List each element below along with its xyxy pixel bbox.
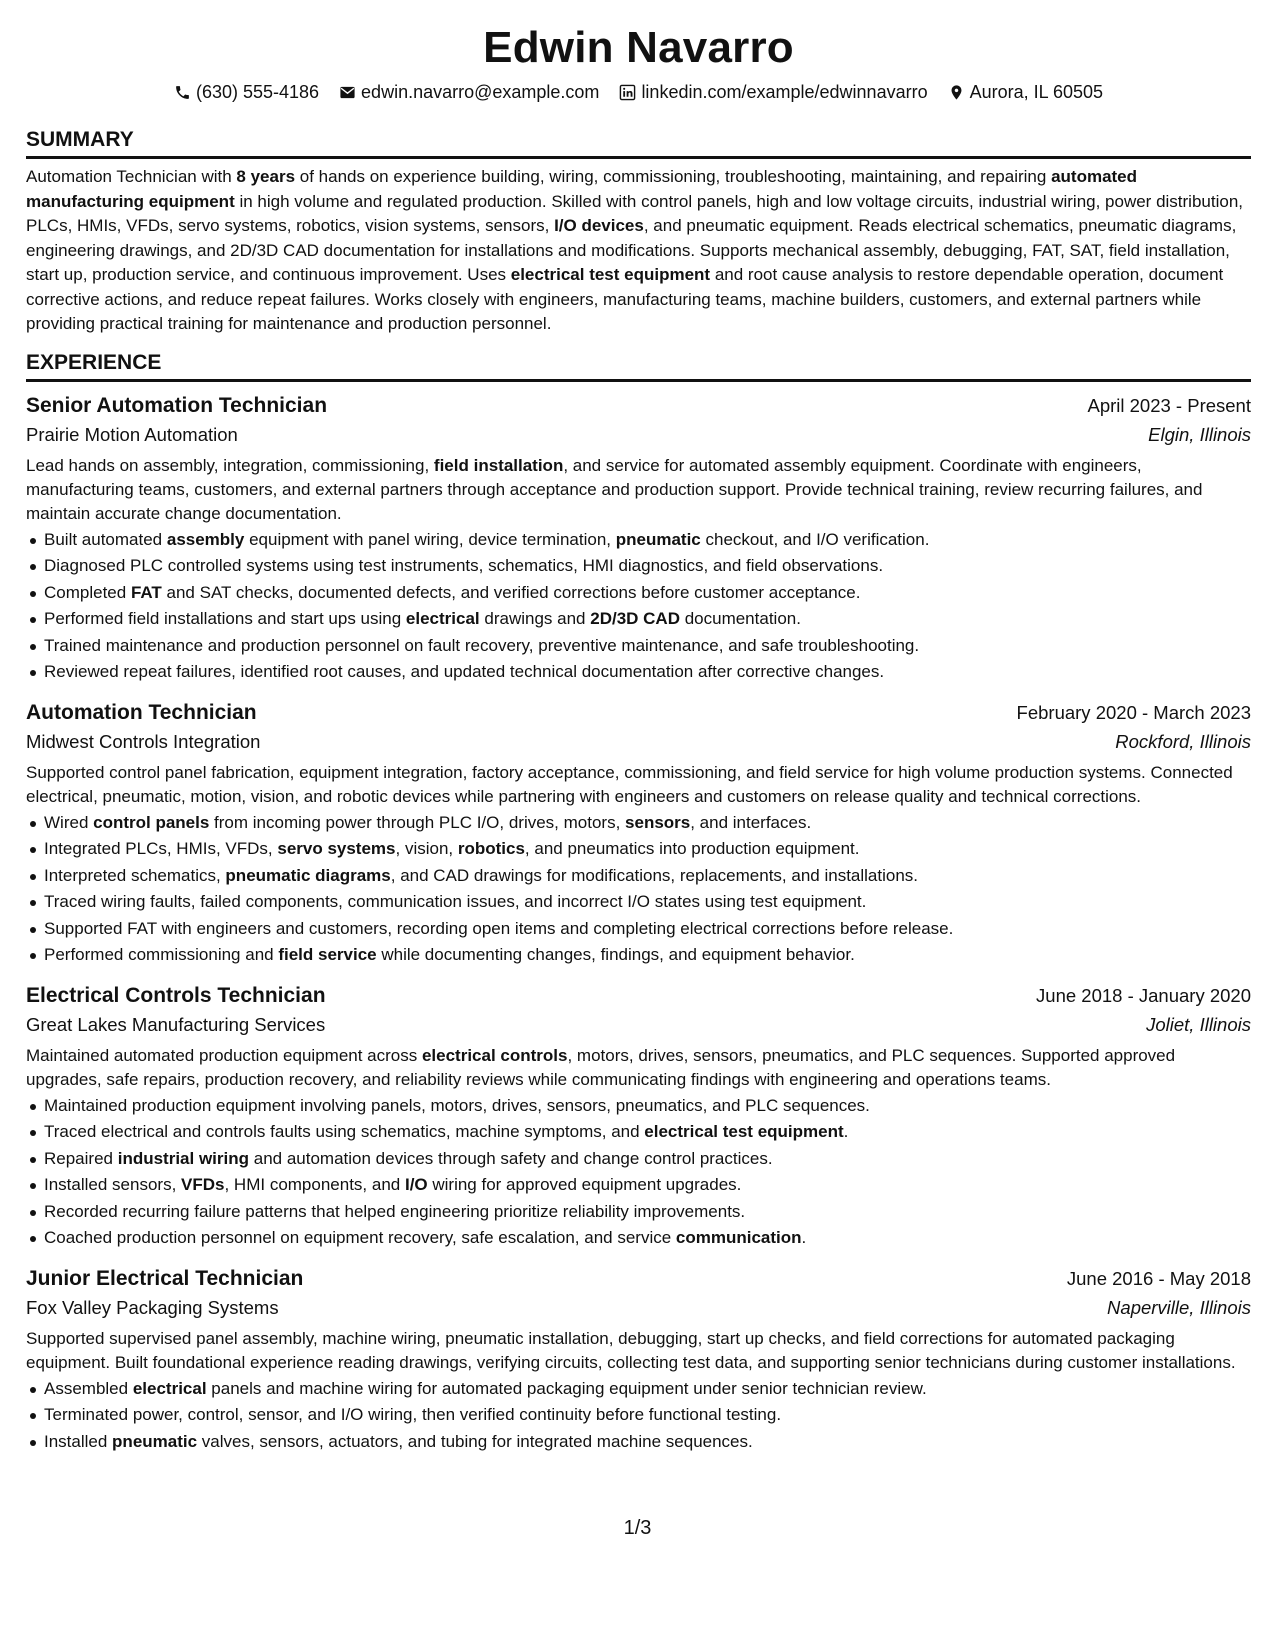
contact-phone [174,80,319,104]
job-company: Great Lakes Manufacturing Services [26,1013,326,1035]
page-number: 1/3 [623,1517,652,1539]
job-bullet: Built automated assembly equipment with panel wiring, device termination, pneumatic checkout, and I/O verification. [26,527,1251,554]
phone-icon [174,84,191,101]
summary-section [26,126,1251,337]
job-location: Naperville, Illinois [1107,1296,1251,1318]
job-description: Lead hands on assembly, integration, commissioning, field installation, and service for automated assembly equipment. Coordinate with engineers, manufacturing teams, customers, and external partners through acceptance and production support. Provide technical training, review recurring failures, and maintain accurate change documentation. [26,455,1203,523]
job-bullets [26,810,1251,969]
phone-number: (630) 555-4186 [195,82,320,102]
job-bullet: Supported FAT with engineers and customers, recording open items and completing electrical corrections before release. [26,916,1251,943]
email-address[interactable]: edwin.navarro@example.com [361,82,600,102]
job-bullet: Traced wiring faults, failed components, communication issues, and incorrect I/O states using test equipment. [26,889,1251,916]
job-bullets [26,1093,1251,1252]
bold-phrase: servo systems [277,839,396,858]
job-bullet: Installed pneumatic valves, sensors, actuators, and tubing for integrated machine sequences. [26,1429,1251,1456]
location-text: Aurora, IL 60505 [969,82,1104,102]
bold-phrase: automated manufacturing equipment [26,167,1138,211]
bold-phrase: electrical [132,1378,207,1398]
bold-phrase: robotics [457,839,525,858]
bold-phrase: field service [278,945,377,964]
job-bullet: Integrated PLCs, HMIs, VFDs, servo systems, vision, robotics, and pneumatics into production equipment. [26,836,1251,863]
job-dates: June 2018 - January 2020 [1036,984,1251,1006]
job-bullet: Performed commissioning and field service while documenting changes, findings, and equipment behavior. [26,942,1251,969]
job-entry [26,1264,1251,1456]
job-bullet: Terminated power, control, sensor, and I/O wiring, then verified continuity before functional testing. [26,1402,1251,1429]
job-dates: June 2016 - May 2018 [1066,1267,1251,1289]
job-subheader [26,421,1251,449]
experience-heading: EXPERIENCE [26,349,1251,382]
job-header [26,1264,1251,1294]
bold-phrase: sensors [625,812,691,832]
job-title: Senior Automation Technician [26,393,328,417]
email-icon [339,84,356,101]
job-bullet: Trained maintenance and production personnel on fault recovery, preventive maintenance, and safe troubleshooting. [26,633,1251,660]
bold-phrase: 2D/3D CAD [590,609,680,628]
job-bullets [26,527,1251,686]
job-company: Fox Valley Packaging Systems [26,1296,279,1318]
bold-phrase: communication [675,1228,802,1247]
experience-section [26,349,1251,1456]
bold-phrase: VFDs [181,1175,225,1194]
job-description: Supported supervised panel assembly, machine wiring, pneumatic installation, debugging, start up checks, and field corrections for automated packaging equipment. Built foundational experience reading drawings, verifying circuits, collecting test data, and supporting senior technicians during customer installations. [26,1328,1236,1372]
job-dates: February 2020 - March 2023 [1016,701,1251,723]
bold-phrase: pneumatic [615,529,701,549]
job-bullet: Wired control panels from incoming power through PLC I/O, drives, motors, sensors, and interfaces. [26,810,1251,837]
location-pin-icon [948,84,965,101]
bold-phrase: electrical test equipment [510,265,711,284]
bold-phrase: I/O [404,1175,428,1194]
resume-page [26,22,1251,1455]
bold-phrase: 8 years [236,167,296,186]
job-location: Rockford, Illinois [1115,730,1251,752]
job-bullet: Recorded recurring failure patterns that helped engineering prioritize reliability improvements. [26,1199,1251,1226]
job-title: Junior Electrical Technician [26,1266,304,1290]
summary-text: Automation Technician with 8 years of hands on experience building, wiring, commissioning, troubleshooting, maintaining, and repairing automated manufacturing equipment in high volume and regulated production. Skilled with control panels, high and low voltage circuits, industrial wiring, power distribution, PLCs, HMIs, VFDs, servo systems, robotics, vision systems, sensors, I/O devices, and pneumatic equipment. Reads electrical schematics, pneumatic diagrams, engineering drawings, and 2D/3D CAD documentation for installations and modifications. Supports mechanical assembly, debugging, FAT, SAT, field installation, start up, production service, and continuous improvement. Uses electrical test equipment and root cause analysis to restore dependable operation, document corrective actions, and reduce repeat failures. Works closely with engineers, manufacturing teams, machine builders, customers, and external partners while providing practical training for maintenance and production personnel. [26,167,1244,333]
job-title: Electrical Controls Technician [26,983,326,1007]
job-bullet: Coached production personnel on equipment recovery, safe escalation, and service communication. [26,1225,1251,1252]
job-bullet: Maintained production equipment involving panels, motors, drives, sensors, pneumatics, and PLC sequences. [26,1093,1251,1120]
job-subheader [26,728,1251,756]
job-header [26,391,1251,421]
contact-email[interactable] [339,80,599,104]
bold-phrase: field installation [433,455,564,475]
job-bullet: Repaired industrial wiring and automation devices through safety and change control practices. [26,1146,1251,1173]
job-description: Supported control panel fabrication, equipment integration, factory acceptance, commissioning, and field service for high volume production systems. Connected electrical, pneumatic, motion, vision, and robotic devices while partnering with engineers and customers on release quality and technical corrections. [26,762,1233,806]
bold-phrase: FAT [130,582,162,602]
job-subheader [26,1294,1251,1322]
job-entry [26,391,1251,686]
bold-phrase: assembly [166,529,245,549]
job-bullet: Traced electrical and controls faults using schematics, machine symptoms, and electrical test equipment. [26,1119,1251,1146]
job-description: Maintained automated production equipment across electrical controls, motors, drives, sensors, pneumatics, and PLC sequences. Supported approved upgrades, safe repairs, production recovery, and reliability reviews while communicating findings with engineering and operations teams. [26,1045,1176,1089]
linkedin-icon [619,84,636,101]
job-bullet: Diagnosed PLC controlled systems using test instruments, schematics, HMI diagnostics, and field observations. [26,553,1251,580]
bold-phrase: electrical controls [421,1045,568,1065]
summary-heading: SUMMARY [26,126,1251,159]
bold-phrase: industrial wiring [117,1148,250,1168]
job-bullet: Completed FAT and SAT checks, documented defects, and verified corrections before customer acceptance. [26,580,1251,607]
job-header [26,981,1251,1011]
job-header [26,698,1251,728]
job-bullet: Assembled electrical panels and machine wiring for automated packaging equipment under senior technician review. [26,1376,1251,1403]
contact-linkedin[interactable] [619,80,927,104]
job-bullet: Reviewed repeat failures, identified root causes, and updated technical documentation after corrective changes. [26,659,1251,686]
bold-phrase: pneumatic [112,1431,198,1451]
job-bullet: Interpreted schematics, pneumatic diagrams, and CAD drawings for modifications, replacements, and installations. [26,863,1251,890]
job-company: Midwest Controls Integration [26,730,261,752]
candidate-name: Edwin Navarro [483,23,794,72]
contact-location [948,80,1103,104]
job-location: Joliet, Illinois [1146,1013,1251,1035]
job-bullet: Performed field installations and start ups using electrical drawings and 2D/3D CAD documentation. [26,606,1251,633]
job-entry [26,698,1251,969]
job-entry [26,981,1251,1252]
job-bullets [26,1376,1251,1456]
linkedin-url[interactable]: linkedin.com/example/edwinnavarro [641,82,928,102]
job-title: Automation Technician [26,700,257,724]
contact-info [26,80,1251,104]
bold-phrase: electrical test equipment [644,1122,844,1141]
job-dates: April 2023 - Present [1087,394,1251,416]
bold-phrase: control panels [93,812,210,832]
job-bullet: Installed sensors, VFDs, HMI components, and I/O wiring for approved equipment upgrades. [26,1172,1251,1199]
job-subheader [26,1011,1251,1039]
bold-phrase: electrical [405,609,480,628]
bold-phrase: I/O devices [554,216,644,235]
job-location: Elgin, Illinois [1148,423,1251,445]
job-company: Prairie Motion Automation [26,423,238,445]
bold-phrase: pneumatic diagrams [225,865,391,885]
